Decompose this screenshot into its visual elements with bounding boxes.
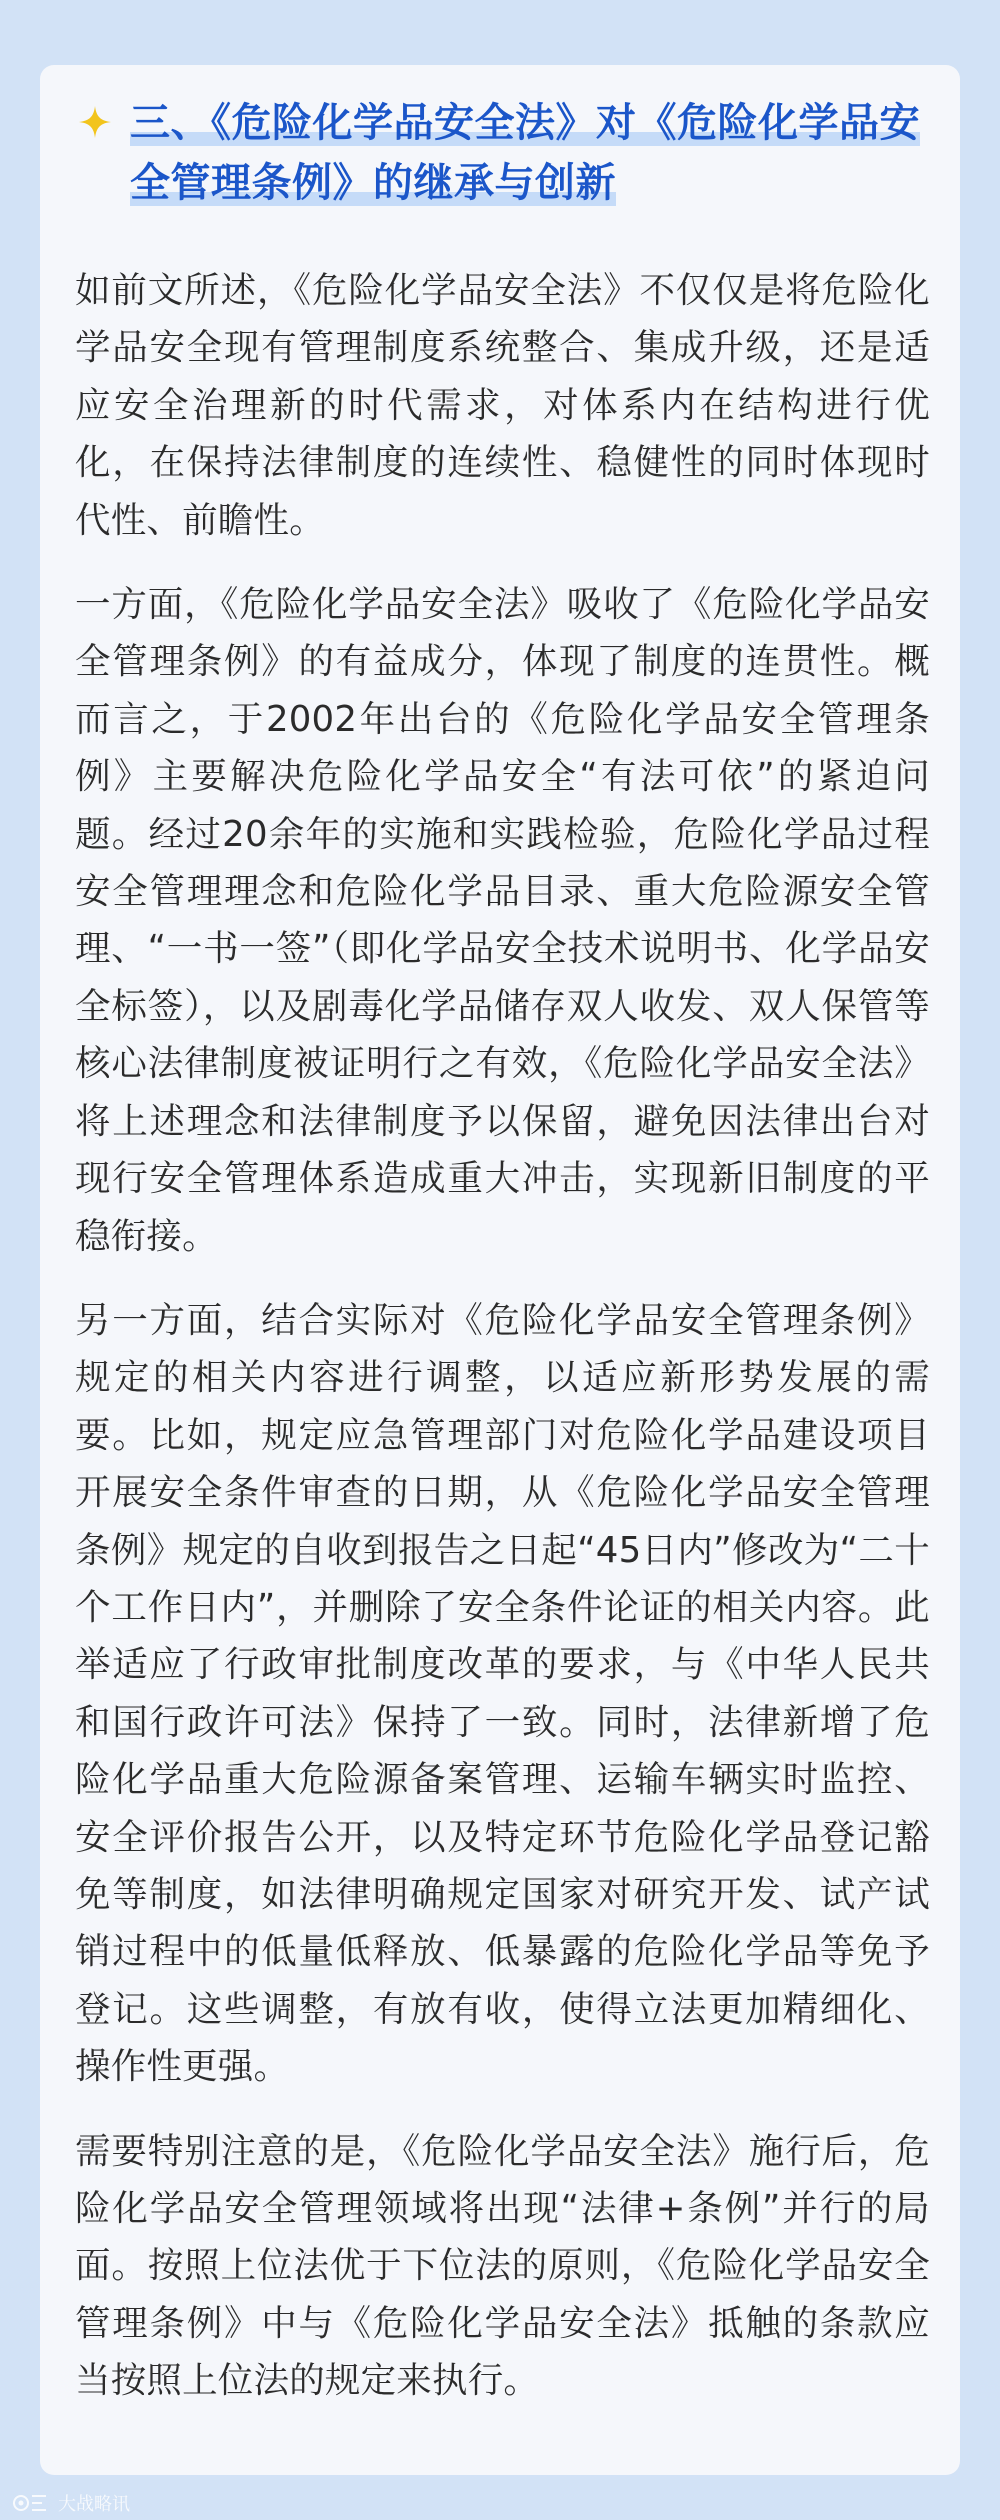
article-body <box>75 262 930 2437</box>
sparkle-star-icon <box>78 105 112 139</box>
watermark-text: 大战略讯 <box>58 2494 130 2515</box>
paragraph-3: 另一方面，结合实际对《危险化学品安全管理条例》规定的相关内容进行调整，以适应新形势发展的需要。比如，规定应急管理部门对危险化学品建设项目开展安全条件审查的日期，从《危险化学品安全管理条例》规定的自收到报告之日起“45日内”修改为“二十个工作日内”，并删除了安全条件论证的相关内容。此举适应了行政审批制度改革的要求，与《中华人民共和国行政许可法》保持了一致。同时，法律新增了危险化学品重大危险源备案管理、运输车辆实时监控、安全评价报告公开，以及特定环节危险化学品登记豁免等制度，如法律明确规定国家对研究开发、试产试销过程中的低量低释放、低暴露的危险化学品等免予登记。这些调整，有放有收，使得立法更加精细化、操作性更强。 <box>75 1299 930 2088</box>
section-heading <box>80 93 920 213</box>
paragraph-4: 需要特别注意的是，《危险化学品安全法》施行后，危险化学品安全管理领域将出现“法律+条例”并行的局面。按照上位法优于下位法的原则，《危险化学品安全管理条例》中与《危险化学品安全法》抵触的条款应当按照上位法的规定来执行。 <box>75 2130 930 2402</box>
watermark <box>12 2490 130 2516</box>
paragraph-2: 一方面，《危险化学品安全法》吸收了《危险化学品安全管理条例》的有益成分，体现了制度的连贯性。概而言之，于2002年出台的《危险化学品安全管理条例》主要解决危险化学品安全“有法可依”的紧迫问题。经过20余年的实施和实践检验，危险化学品过程安全管理理念和危险化学品目录、重大危险源安全管理、“一书一签”（即化学品安全技术说明书、化学品安全标签），以及剧毒化学品储存双人收发、双人保管等核心法律制度被证明行之有效，《危险化学品安全法》将上述理念和法律制度予以保留，避免因法律出台对现行安全管理体系造成重大冲击，实现新旧制度的平稳衔接。 <box>75 584 930 1257</box>
broadcast-logo-icon <box>12 2492 52 2514</box>
paragraph-1: 如前文所述，《危险化学品安全法》不仅仅是将危险化学品安全现有管理制度系统整合、集成升级，还是适应安全治理新的时代需求，对体系内在结构进行优化，在保持法律制度的连续性、稳健性的同时体现时代性、前瞻性。 <box>75 270 930 541</box>
section-title: 三、《危险化学品安全法》对《危险化学品安全管理条例》的继承与创新 <box>130 100 920 206</box>
